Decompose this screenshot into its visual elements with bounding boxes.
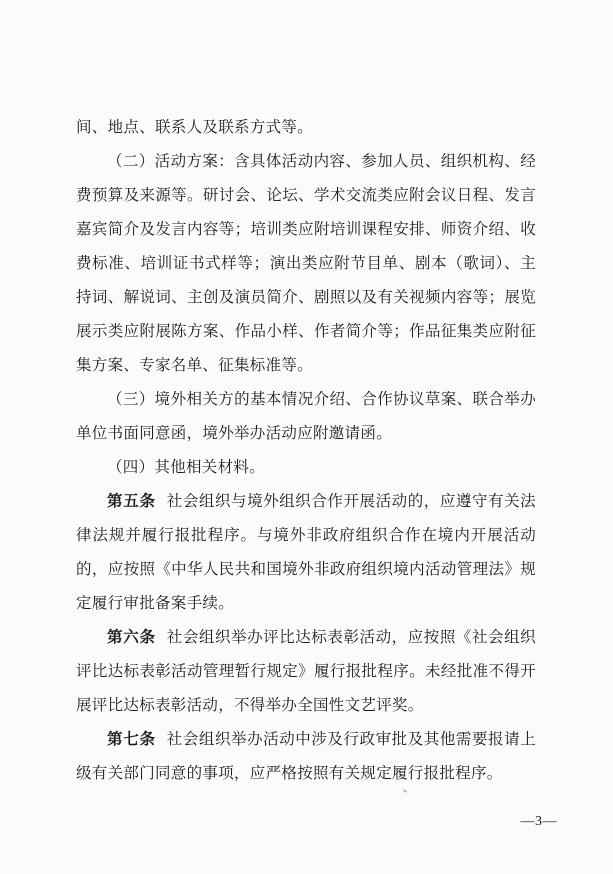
- article-5: [76, 484, 536, 620]
- document-body: [76, 110, 536, 790]
- paragraph-item-3: [76, 382, 536, 450]
- page-number: —3—: [520, 814, 557, 829]
- paragraph-text: （四）其他相关材料。: [107, 458, 266, 476]
- article-label: 第六条: [107, 628, 156, 646]
- paragraph-item-4: [76, 450, 536, 484]
- article-label: 第七条: [107, 730, 156, 748]
- article-text: 社会组织与境外组织合作开展活动的，应遵守有关法律法规并履行报批程序。与境外非政府组织合作在境内开展活动的，应按照《中华人民共和国境外非政府组织境内活动管理法》规定履行审批备案手续。: [76, 492, 536, 612]
- article-label: 第五条: [107, 492, 156, 510]
- article-7: [76, 722, 536, 790]
- article-text: 社会组织举办活动中涉及行政审批及其他需要报请上级有关部门同意的事项，应严格按照有关规定履行报批程序。: [76, 730, 536, 782]
- paragraph-text: 间、地点、联系人及联系方式等。: [76, 118, 314, 136]
- article-text: 社会组织举办评比达标表彰活动，应按照《社会组织评比达标表彰活动管理暂行规定》履行报批程序。未经批准不得开展评比达标表彰活动，不得举办全国性文艺评奖。: [76, 628, 536, 714]
- paragraph-text: （三）境外相关方的基本情况介绍、合作协议草案、联合举办单位书面同意函，境外举办活动应附邀请函。: [76, 390, 536, 442]
- article-6: [76, 620, 536, 722]
- paragraph-item-2: [76, 144, 536, 382]
- paragraph-text: （二）活动方案：含具体活动内容、参加人员、组织机构、经费预算及来源等。研讨会、论坛、学术交流类应附会议日程、发言嘉宾简介及发言内容等；培训类应附培训课程安排、师资介绍、收费标准、培训证书式样等；演出类应附节目单、剧本（歌词）、主持词、解说词、主创及演员简介、剧照以及有关视频内容等；展览展示类应附展陈方案、作品小样、作者简介等；作品征集类应附征集方案、专家名单、征集标准等。: [76, 152, 536, 374]
- paragraph-continuation: [76, 110, 536, 144]
